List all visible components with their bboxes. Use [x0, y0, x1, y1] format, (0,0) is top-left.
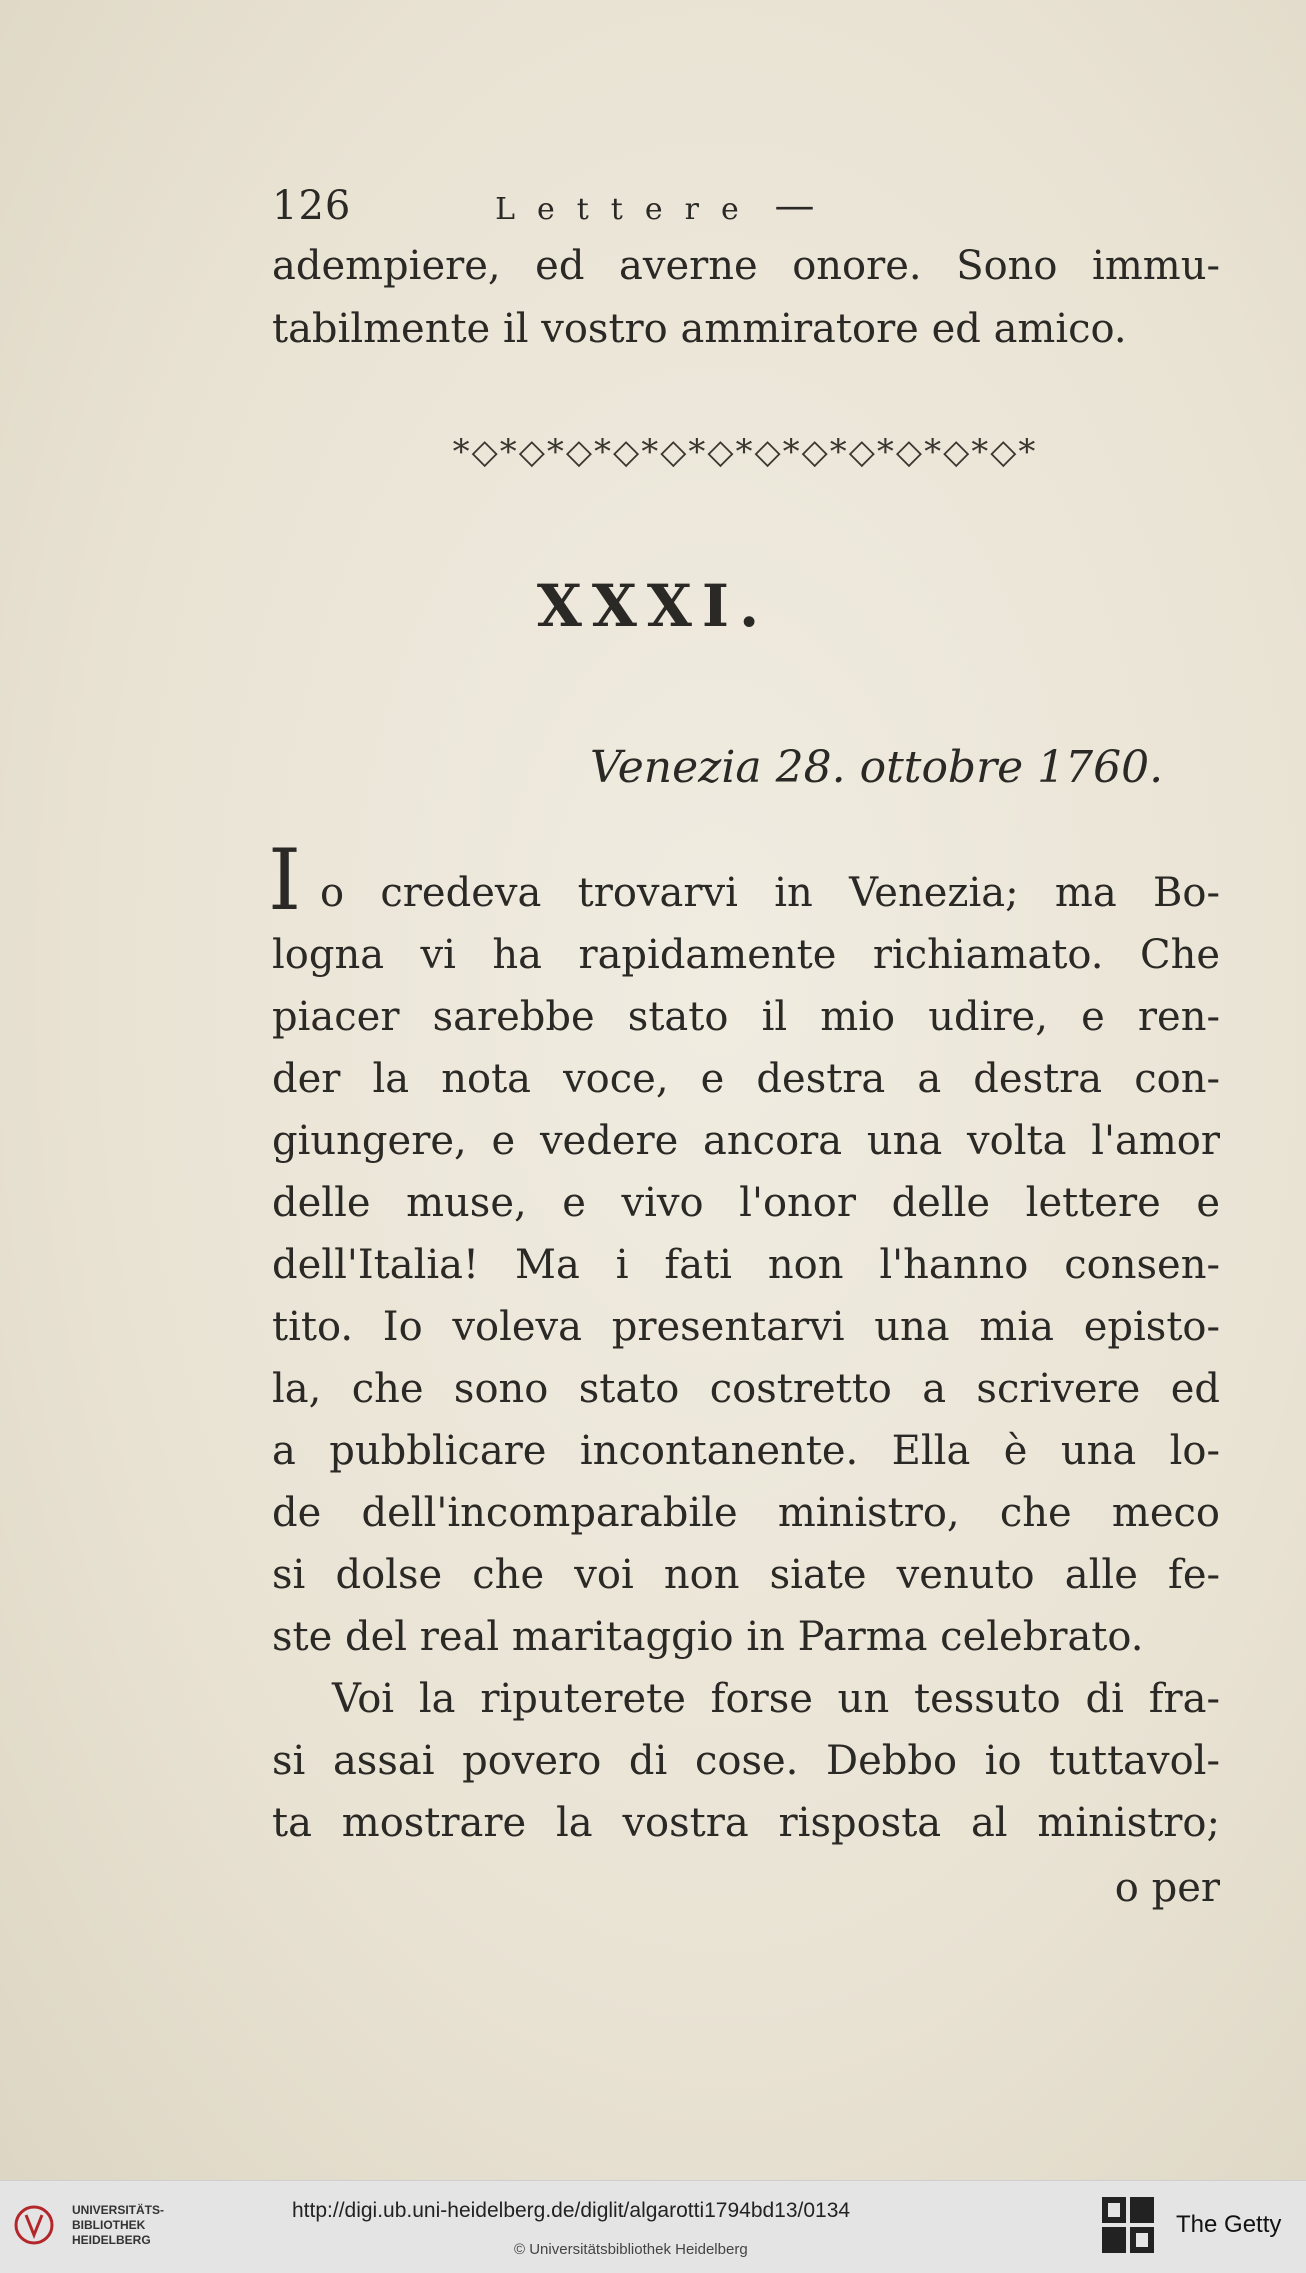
intro-line: adempiere, ed averne onore. Sono immu- — [272, 243, 1220, 289]
running-head: Lettere — [495, 192, 761, 227]
copyright-notice: © Universitätsbibliothek Heidelberg — [514, 2241, 748, 2258]
partner-name: The Getty — [1176, 2211, 1282, 2238]
university-seal-icon — [14, 2199, 54, 2251]
intro-line: tabilmente il vostro ammiratore ed amico. — [272, 306, 1127, 352]
page-header — [272, 183, 1032, 229]
catchword: o per — [1114, 1865, 1220, 1911]
body-line: de dell'incomparabile ministro, che meco — [272, 1490, 1220, 1536]
body-line: dell'Italia! Ma i fati non l'hanno consen- — [272, 1242, 1220, 1288]
body-line: tito. Io voleva presentarvi una mia episto- — [272, 1304, 1220, 1350]
dateline: Venezia 28. ottobre 1760. — [590, 742, 1164, 793]
body-line: Voi la riputerete forse un tessuto di fra- — [332, 1676, 1220, 1722]
drop-cap: I — [268, 831, 302, 929]
body-line: delle muse, e vivo l'onor delle lettere e — [272, 1180, 1220, 1226]
page-number: 126 — [272, 183, 352, 229]
body-line: la, che sono stato costretto a scrivere ed — [272, 1366, 1220, 1412]
letter-numeral: XXXI. — [536, 572, 770, 640]
viewer-footer — [0, 2180, 1306, 2273]
body-line: si dolse che voi non siate venuto alle fe- — [272, 1552, 1220, 1598]
body-line: piacer sarebbe stato il mio udire, e ren- — [272, 994, 1220, 1040]
running-head-dash: — — [774, 183, 816, 229]
body-line: logna vi ha rapidamente richiamato. Che — [272, 932, 1220, 978]
body-line: a pubblicare incontanente. Ella è una lo- — [272, 1428, 1220, 1474]
institution-name: UNIVERSITÄTS- BIBLIOTHEK HEIDELBERG — [72, 2203, 165, 2247]
getty-logo-icon — [1100, 2195, 1158, 2257]
body-line: ta mostrare la vostra risposta al ministro; — [272, 1800, 1220, 1846]
permalink[interactable]: http://digi.ub.uni-heidelberg.de/diglit/algarotti1794bd13/0134 — [292, 2199, 851, 2222]
body-line: si assai povero di cose. Debbo io tuttavol- — [272, 1738, 1220, 1784]
ornamental-divider: *◇*◇*◇*◇*◇*◇*◇*◇*◇*◇*◇*◇* — [452, 432, 1038, 472]
body-line: der la nota voce, e destra a destra con- — [272, 1056, 1220, 1102]
body-line: giungere, e vedere ancora una volta l'amor — [272, 1118, 1220, 1164]
body-line: ste del real maritaggio in Parma celebrato. — [272, 1614, 1144, 1660]
body-line: o credeva trovarvi in Venezia; ma Bo- — [320, 870, 1220, 916]
